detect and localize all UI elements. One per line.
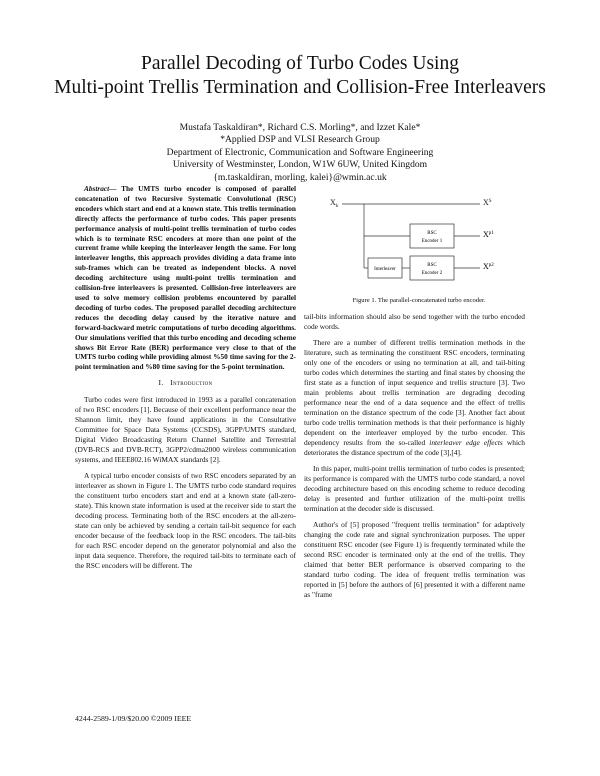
title-line-1: Parallel Decoding of Turbo Codes Using — [141, 53, 459, 74]
output-parity1-label: $X^{p1}$ — [483, 230, 494, 239]
section-title: Introduction — [170, 378, 213, 388]
affiliation-university: University of Westminster, London, W1W 6UW, United Kingdom — [172, 159, 428, 171]
output-systematic-label: $X^S$ — [483, 198, 492, 207]
figure-spacer — [304, 200, 525, 296]
author-emails: {m.taskaldiran, morling, kalei}@wmin.ac.uk — [213, 171, 387, 183]
intro-paragraph-2: A typical turbo encoder consists of two RSC encoders separated by an interleaver as shown in Figure 1. The UMTS turbo code standard requires the constituent turbo encoders start and end at a known state (all-zero-state). This known state information is used at the receiver side to start the decoding process. Terminating both of the RSC encoders at the all-zero-state can only be achieved by sending a certain tail-bit sequence for each encoder because of the feedback loop in the RSC encoders. The tail-bits for each RSC encoder depend on the generator polynomial and also the input data sequence. Therefore, the required tail-bits to terminate each of the RSC encoders will be different. The — [75, 471, 296, 571]
svg-text:RSC: RSC — [427, 231, 437, 236]
abstract — [75, 184, 296, 372]
left-column — [75, 184, 296, 577]
authors: Mustafa Taskaldiran*, Richard C.S. Morling*, and Izzet Kale* — [179, 122, 421, 133]
affiliation-dept: Department of Electronic, Communication and Software Engineering — [166, 146, 434, 158]
right-paragraph-2: In this paper, multi-point trellis termination of turbo codes is presented; its performance is compared with the UMTS turbo code standard, a novel decoding architecture based on this encoding scheme to reduce decoding delay is presented and further utilization of the multi-point trellis termination at the decoder side is discussed. — [304, 464, 525, 513]
svg-text:Encoder 2: Encoder 2 — [421, 271, 443, 276]
title-line-2: Multi-point Trellis Termination and Collision-Free Interleavers — [54, 77, 546, 98]
right-column — [304, 200, 525, 606]
right-paragraph-3: Author's of [5] proposed "frequent trellis termination" for adaptively changing the code rate and signal synchronization purposes. The upper constituent RSC encoder (see Figure 1) is frequently terminated while the second RSC encoder is terminated only at the end of the trellis. They claimed that better BER performance is observed comparing to the standard turbo coding. The idea of frequent trellis termination was reported in [5] before the authors of [6] presented it with a different name as "frame — [304, 520, 525, 599]
output-parity2-label: $X^{p2}$ — [483, 262, 494, 271]
abstract-lead: Abstract — [84, 184, 110, 193]
paper-title — [0, 52, 600, 100]
affiliation-group: *Applied DSP and VLSI Research Group — [220, 134, 380, 146]
intro-paragraph-1: Turbo codes were first introduced in 1993 as a parallel concatenation of two RSC encoders [1]. Because of their excellent performance near the Shannon limit, they have found applications in the Consultative Committee for Space Data Systems (CCSDS), 3GPP/UMTS standard, Digital Video Broadcasting Return Channel Satellite and Terrestrial (DVB-RCS and DVB-RCT), 3GPP2/cdma2000 wireless communication systems, and IEEE802.16 WiMAX standards [2]. — [75, 395, 296, 465]
right-paragraph-0: tail-bits information should also be send together with the turbo encoded code words. — [304, 312, 525, 331]
emphasis-interleaver-edge-effects: interleaver edge effects — [429, 438, 503, 447]
copyright-footer: 4244-2589-1/09/$20.00 ©2009 IEEE — [75, 714, 192, 723]
author-block — [0, 122, 600, 184]
input-label: $X_k$ — [330, 198, 339, 209]
svg-text:Encoder 1: Encoder 1 — [421, 239, 443, 244]
svg-text:Interleaver: Interleaver — [374, 267, 396, 272]
svg-text:RSC: RSC — [427, 263, 437, 268]
section-heading-introduction — [75, 378, 296, 388]
figure-caption: Figure 1. The parallel-concatenated turbo encoder. — [352, 297, 486, 304]
right-paragraph-1: There are a number of different trellis termination methods in the literature, such as terminating the constituent RSC encoders, terminating only one of the encoders or using no termination at all, and tail-biting turbo codes which determines the starting and final states by choosing the first state as a function of input sequence and trellis structure [3]. Two main problems about trellis termination are degrading decoding performance near the end of a data sequence and the effect of trellis termination on the distance spectrum of the code [3]. Another fact about turbo code trellis termination methods is that their performance is highly dependent on the interleaver employed by the turbo encoder. This dependency results from the so-called interleaver edge effects which deteriorates the distance spectrum of the code [3],[4]. — [304, 338, 525, 457]
abstract-body: — The UMTS turbo encoder is composed of parallel concatenation of two Recursive Systematic Convolutional (RSC) encoders which start and end at a known state. This trellis termination directly affects the performance of turbo codes. This paper presents performance analysis of multi-point trellis termination of turbo codes which is to terminate RSC encoders at more than one point of the current frame while keeping the interleaver length the same. For long interleaver lengths, this approach provides dividing a data frame into sub-frames which can be treated as independent blocks. A novel decoding architecture using multi-point trellis termination and collision-free interleavers is presented. Collision-free interleavers are used to solve memory collision problems encountered by parallel decoding of turbo codes. The proposed parallel decoding architecture reduces the decoding delay caused by the iterative nature and forward-backward metric computations of turbo decoding algorithms. Our simulations verified that this turbo encoding and decoding scheme shows Bit Error Rate (BER) performance very close to that of the UMTS turbo coding while providing almost %50 time saving for the 2-point termination and %80 time saving for the 5-point termination. — [75, 184, 296, 372]
section-number: I. — [158, 378, 164, 388]
